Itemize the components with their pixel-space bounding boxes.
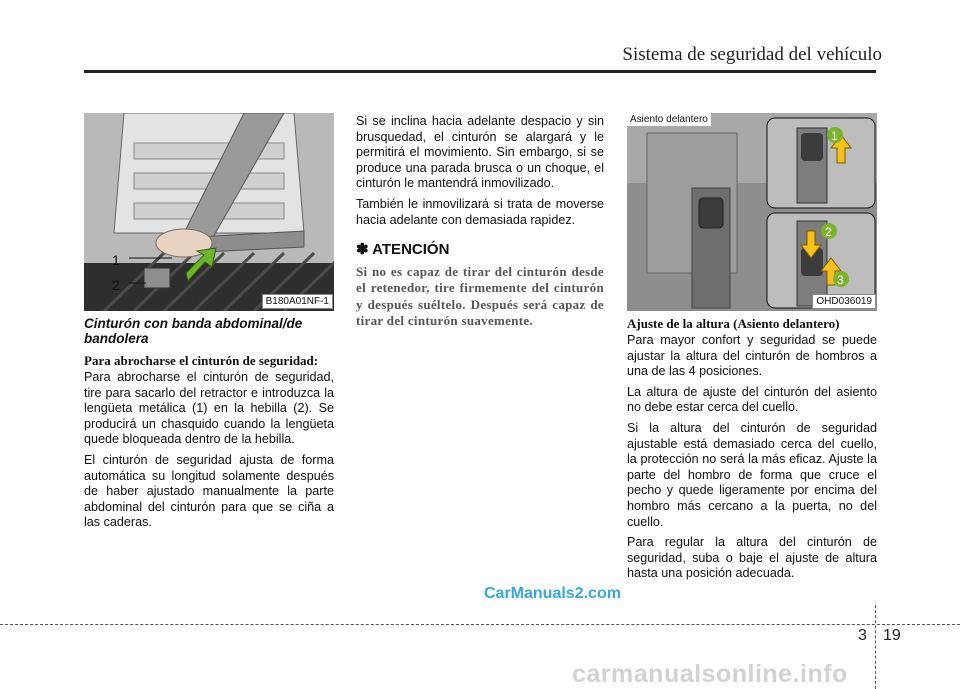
left-column xyxy=(84,316,334,536)
page-header-title: Sistema de seguridad del vehículo xyxy=(622,44,882,65)
right-column xyxy=(627,316,877,587)
warning-body: Si no es capaz de tirar del cinturón desde el retenedor, tire firmemente del cinturón y después suéltelo. Después será capaz de tirar del cinturón suavemente. xyxy=(356,263,604,329)
callout-2: 2 xyxy=(825,225,832,239)
callout-1: 1 xyxy=(112,252,120,268)
callout-1: 1 xyxy=(831,129,838,143)
paragraph: Para abrocharse el cinturón de seguridad, tire para sacarlo del retractor e introduzca la lengüeta metálica (1) en la hebilla (2). Se producirá un chasquido cuando la lengüeta quede bloqueada dentro de la hebilla. xyxy=(84,370,334,447)
footer-divider xyxy=(875,605,876,689)
paragraph: Si se inclina hacia adelante despacio y sin brusquedad, el cinturón se alargará y le permitirá el movimiento. Sin embargo, si se produce una parada brusca o un choque, el cinturón le mantendrá inmovilizado. xyxy=(356,114,604,191)
watermark-bottom: carmanualsonline.info xyxy=(572,660,848,688)
seatbelt-fasten-illustration xyxy=(84,113,334,311)
page-section-number: 3 xyxy=(858,627,867,644)
footer-rule xyxy=(0,624,960,625)
paragraph: También le inmovilizará si trata de moverse hacia adelante con demasiada rapidez. xyxy=(356,196,604,227)
paragraph: El cinturón de seguridad ajusta de forma automática su longitud solamente después de haber ajustado manualmente la parte abdominal del cinturón para que se ciña a las caderas. xyxy=(84,452,334,530)
header-rule xyxy=(84,70,876,73)
warning-title: ✽ ATENCIÓN xyxy=(356,241,450,259)
section-subhead: Para abrocharse el cinturón de seguridad: xyxy=(84,353,319,368)
height-adjuster-illustration xyxy=(627,113,877,311)
callout-2: 2 xyxy=(112,277,120,293)
figure-caption: Cinturón con banda abdominal/de bandolera xyxy=(84,316,303,346)
figure-code: OHD036019 xyxy=(812,294,876,309)
paragraph: La altura de ajuste del cinturón del asiento no debe estar cerca del cuello. xyxy=(627,384,877,415)
page-number: 19 xyxy=(883,627,901,644)
paragraph: Si la altura del cinturón de seguridad ajustable está demasiado cerca del cuello, la protección no será la más eficaz. Ajuste la parte del hombro de forma que cruce el pecho y quede ligeramente por encima del hombro más cercano a la puerta, no del cuello. xyxy=(627,420,877,529)
callout-3: 3 xyxy=(837,273,844,287)
watermark-link[interactable]: CarManuals2.com xyxy=(484,585,621,602)
paragraph: Para mayor confort y seguridad se puede ajustar la altura del cinturón de hombros a una de las 4 posiciones. xyxy=(627,333,877,379)
middle-column xyxy=(356,114,604,335)
figure-code: B180A01NF-1 xyxy=(262,294,333,309)
section-subhead: Ajuste de la altura (Asiento delantero) xyxy=(627,316,840,331)
paragraph: Para regular la altura del cinturón de seguridad, suba o baje el ajuste de altura hasta una posición adecuada. xyxy=(627,535,877,581)
figure-label: Asiento delantero xyxy=(627,113,711,126)
